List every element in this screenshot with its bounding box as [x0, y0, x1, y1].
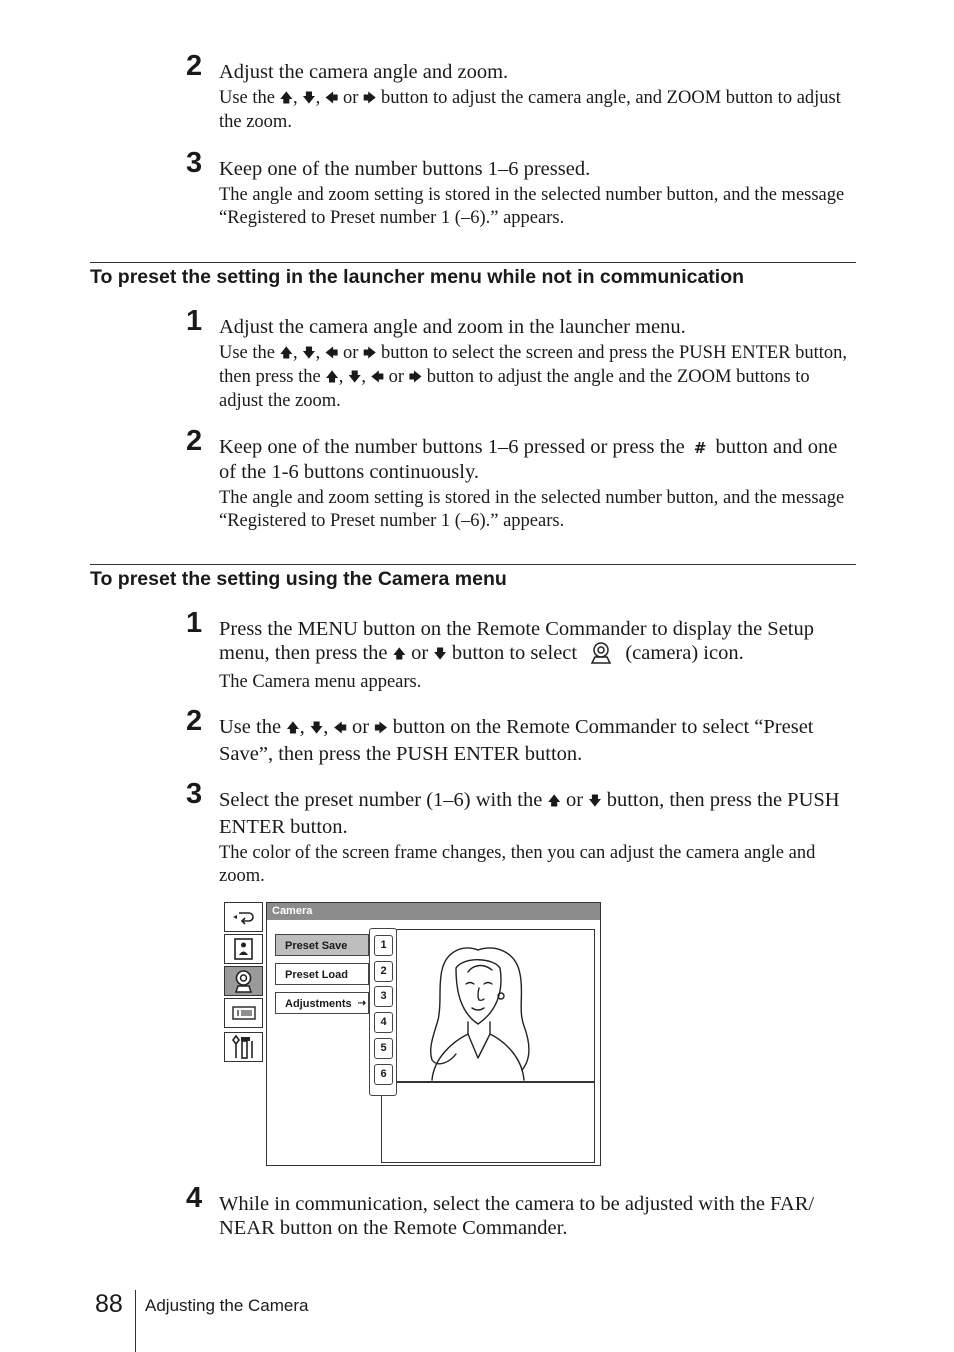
up-arrow-icon: 🡅	[279, 91, 293, 106]
step-2-camera	[186, 705, 856, 766]
menu-item-preset-load[interactable]: Preset Load	[275, 963, 369, 985]
step-number: 2	[186, 705, 203, 737]
menu-item-preset-save[interactable]: Preset Save	[275, 934, 369, 956]
step-note: Use the 🡅, 🡇, 🡄 or 🡆 button to adjust the camera angle, and ZOOM button to adjust the zoom.	[219, 88, 841, 132]
down-arrow-icon: 🡇	[309, 721, 324, 736]
down-arrow-icon: 🡇	[433, 647, 447, 662]
camera-icon	[586, 641, 616, 665]
right-arrow-icon: 🡆	[362, 91, 377, 106]
left-arrow-icon: 🡄	[324, 346, 339, 361]
preset-number-1[interactable]: 1	[374, 935, 393, 956]
up-arrow-icon: 🡅	[286, 721, 300, 736]
step-number: 3	[186, 147, 203, 179]
down-arrow-icon: 🡇	[302, 91, 316, 106]
step-instruction: Adjust the camera angle and zoom.	[219, 61, 509, 83]
return-icon[interactable]	[224, 902, 263, 932]
step-2-launcher	[186, 425, 856, 533]
camera-panel	[266, 902, 601, 1166]
section-heading-launcher: To preset the setting in the launcher menu while not in communication	[90, 262, 856, 289]
down-arrow-icon: 🡇	[302, 346, 316, 361]
step-1-camera	[186, 607, 856, 694]
right-arrow-icon: 🡆	[362, 346, 377, 361]
preset-number-6[interactable]: 6	[374, 1064, 393, 1085]
camera-icon[interactable]	[224, 966, 263, 996]
step-3-camera	[186, 778, 856, 888]
step-note: The angle and zoom setting is stored in the selected number button, and the message “Registered to Preset number 1 (–6).” appears.	[219, 185, 845, 228]
step-4-camera	[186, 1182, 856, 1240]
preset-number-2[interactable]: 2	[374, 961, 393, 982]
tools-icon[interactable]	[224, 1032, 263, 1062]
page-number: 88	[95, 1290, 123, 1318]
step-note: Use the 🡅, 🡇, 🡄 or 🡆 button to select the screen and press the PUSH ENTER button, then press the 🡅, 🡇, 🡄 or 🡆 button to adjust the angle and the ZOOM buttons to adjust the zoom.	[219, 343, 848, 411]
person-portrait-image	[382, 930, 594, 1082]
preset-number-3[interactable]: 3	[374, 986, 393, 1007]
up-arrow-icon: 🡅	[392, 647, 407, 662]
step-number: 2	[186, 425, 203, 457]
step-1-launcher	[186, 305, 856, 413]
menu-item-adjustments[interactable]: Adjustments ⇢	[275, 992, 369, 1014]
up-arrow-icon: 🡅	[547, 794, 561, 809]
left-arrow-icon: 🡄	[333, 721, 347, 736]
step-note: The Camera menu appears.	[219, 672, 422, 692]
step-instruction: Press the MENU button on the Remote Commander to display the Setup menu, then press the 🡅 or 🡇 button to select (camera) icon.	[219, 618, 815, 664]
step-instruction: Select the preset number (1–6) with the 🡅 or 🡇 button, then press the PUSH ENTER button.	[219, 789, 840, 838]
step-instruction: While in communication, select the camera to be adjusted with the FAR/ NEAR button on the Remote Commander.	[219, 1193, 815, 1239]
footer-divider	[135, 1290, 136, 1352]
camera-menu-screen-illustration	[222, 902, 602, 1167]
step-note: The color of the screen frame changes, then you can adjust the camera angle and zoom.	[219, 843, 816, 886]
step-number: 3	[186, 778, 203, 810]
footer-section-title: Adjusting the Camera	[145, 1296, 309, 1315]
preset-number-5[interactable]: 5	[374, 1038, 393, 1059]
step-instruction: Keep one of the number buttons 1–6 pressed or press the # button and one of the 1-6 buttons continuously.	[219, 436, 838, 483]
step-instruction: Use the 🡅, 🡇, 🡄 or 🡆 button on the Remote Commander to select “Preset Save”, then press the PUSH ENTER button.	[219, 716, 814, 765]
panel-title: Camera	[267, 903, 600, 920]
up-arrow-icon: 🡅	[279, 346, 293, 361]
preset-number-column	[369, 928, 397, 1096]
left-arrow-icon: 🡄	[370, 370, 385, 385]
down-arrow-icon: 🡇	[588, 794, 602, 809]
step-number: 2	[186, 50, 203, 82]
up-arrow-icon: 🡅	[325, 370, 339, 385]
step-instruction: Adjust the camera angle and zoom in the launcher menu.	[219, 316, 686, 338]
step-note: The angle and zoom setting is stored in the selected number button, and the message “Registered to Preset number 1 (–6).” appears.	[219, 488, 845, 531]
step-3-top	[186, 147, 856, 230]
input-icon[interactable]	[224, 998, 263, 1028]
right-arrow-icon: 🡆	[374, 721, 388, 736]
section-heading-camera: To preset the setting using the Camera menu	[90, 564, 856, 591]
person-icon[interactable]	[224, 934, 263, 964]
submenu-arrow-icon: ⇢	[357, 998, 366, 1009]
left-arrow-icon: 🡄	[324, 91, 339, 106]
step-instruction: Keep one of the number buttons 1–6 pressed.	[219, 158, 591, 180]
step-number: 4	[186, 1182, 203, 1214]
hash-button-icon: #	[693, 439, 707, 457]
step-number: 1	[186, 607, 203, 639]
preview-lower-area	[381, 1081, 595, 1163]
down-arrow-icon: 🡇	[347, 370, 362, 385]
step-2-top	[186, 50, 856, 134]
right-arrow-icon: 🡆	[408, 370, 423, 385]
camera-preview	[381, 929, 595, 1083]
preset-number-4[interactable]: 4	[374, 1012, 393, 1033]
step-number: 1	[186, 305, 203, 337]
